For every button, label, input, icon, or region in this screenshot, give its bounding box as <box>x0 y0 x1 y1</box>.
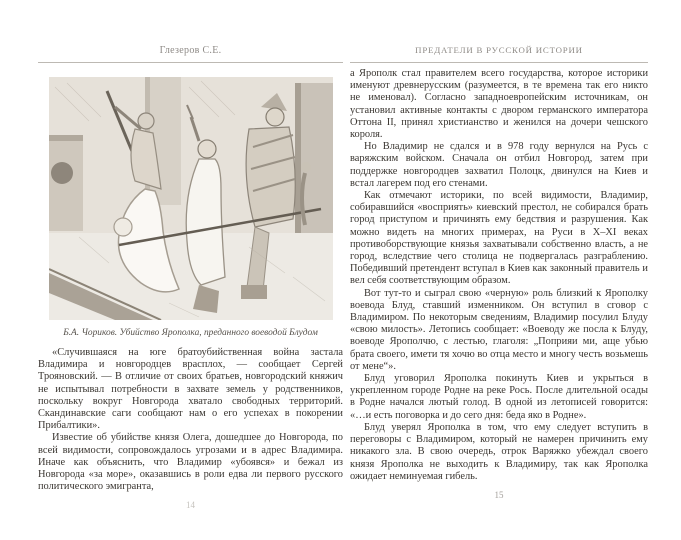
running-head-book-title: ПРЕДАТЕЛИ В РУССКОЙ ИСТОРИИ <box>415 45 583 55</box>
paragraph: Как отмечают историки, по всей видимости, Владимир, собиравшийся «восприять» киевский престол, не собирался брать город приступом и причинять ему бедствия и разрушения. Как можно видеть на многих примерах, на Руси в X–XI веках противоборствующие князья захватывали собственно власть, а не город, вследствие чего столица не подвергалась разграблению. Победивший претендент вступал в Киев как законный правитель и вел себя соответствующим образом. <box>350 190 648 287</box>
paragraph: а Ярополк стал правителем всего государства, которое историки именуют древнерусским (разумеется, в те времена так его никто не именовал). Согласно западноевропейским источникам, он установил активные контакты с двором германского императора Оттона II, принял христианство и женился на дочери чешского короля. <box>350 68 648 141</box>
body-text-right <box>350 68 648 483</box>
running-head-author: Глезеров С.Е. <box>159 45 222 56</box>
paragraph: Известие об убийстве князя Олега, дошедшее до Новгорода, по всей видимости, сопровождалось угрозами и в адрес Владимира. Иначе как объяснить, что Владимир «убоявся» и бежал из Новгорода «за море», оказавшись в роли едва ли первого русского политического эмигранта, <box>38 432 343 493</box>
illustration-engraving <box>49 77 333 320</box>
page-number-left: 14 <box>186 500 195 511</box>
illustration-caption: Б.А. Чориков. Убийство Ярополка, преданного воеводой Блудом <box>63 328 318 338</box>
header-rule-left <box>38 62 343 63</box>
page-left <box>38 44 343 510</box>
paragraph: «Случившаяся на юге братоубийственная война застала Владимира и новгородцев врасплох, — сообщает Сергей Трояновский. — В отличие от своих братьев, новгородский княжич не испытывал потребности в захвате земель у родственников, поскольку вокруг Новгорода хватало свободных территорий. Скандинавские саги сообщают нам о его успехах в покорении Прибалтики». <box>38 347 343 432</box>
paragraph: Блуд уговорил Ярополка покинуть Киев и укрыться в укрепленном городе Родне на реке Рось. После длительной осады в Родне начался лютый голод. В одной из летописей говорится: «…и есть поговорка и до сего дня: беда яко в Родне». <box>350 373 648 421</box>
header-rule-right <box>350 62 648 63</box>
page-number-right: 15 <box>494 489 504 500</box>
paragraph: Вот тут-то и сыграл свою «черную» роль близкий к Ярополку воевода Блуд, ставший изменником. Он вступил в сговор с Владимиром. По некоторым сведениям, Владимир посулил Блуду «свою милость». Летопись сообщает: «Воеводу же посла к Блуду, воеводе Ярополчю, с лестью, глаголя: „Поприяи ми, аще убью брата своего, имети тя хочю во отца место и многу честь возьмешь от мене“». <box>350 287 648 372</box>
body-text-left <box>38 347 343 493</box>
page-right <box>350 44 648 500</box>
paragraph: Но Владимир не сдался и в 978 году вернулся на Русь с варяжским войском. Сначала он отбил Новгород, затем при поддержке новгородцев захватил Полоцк, двинулся на Киев и встал лагерем под его стенами. <box>350 141 648 189</box>
engraving-image <box>49 77 333 320</box>
paragraph: Блуд уверял Ярополка в том, что ему следует вступить в переговоры с Владимиром, который не намерен причинить ему никакого зла. В свою очередь, отрок Варяжко убеждал своего князя Ярополка не выходить к Владимиру, так как Ярополка ожидает неминуемая гибель. <box>350 421 648 482</box>
